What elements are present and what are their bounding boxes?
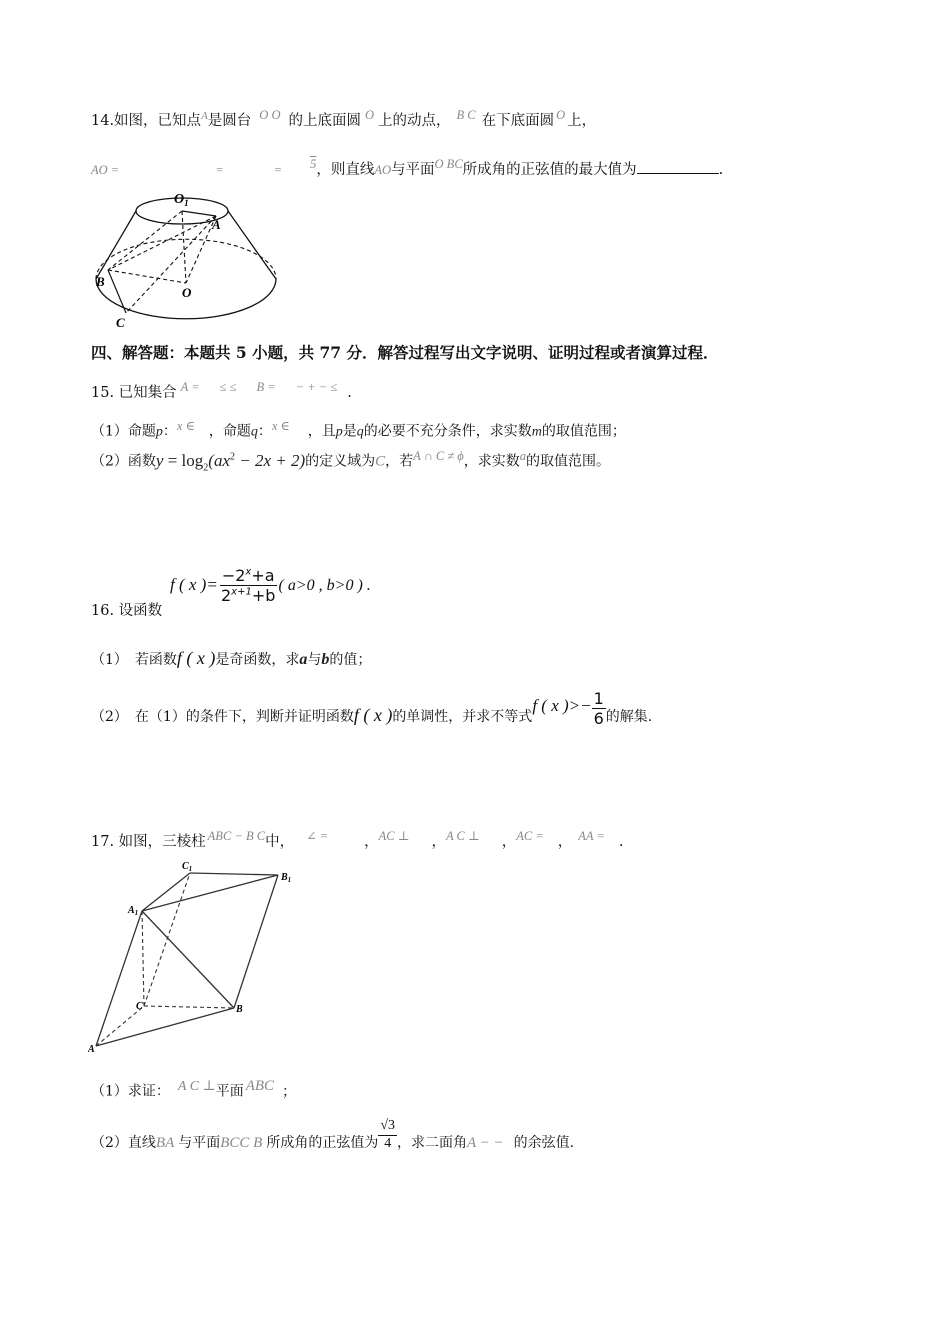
answer-blank[interactable] (637, 159, 719, 174)
label-O: O (182, 285, 192, 300)
segment-BC (108, 270, 126, 313)
edge-A1B (142, 911, 234, 1008)
edge-C1B1 (190, 873, 278, 875)
prism-figure (88, 858, 298, 1058)
segment-BO (108, 270, 186, 283)
frustum-right-edge (228, 211, 276, 279)
edge-CB (144, 1006, 234, 1008)
q15-part1: （1）命题p：$^{x \in}$ ，命题q：$^{x \in}$ ，且p是q的必要不充分条件，求实数m的取值范围； (91, 419, 626, 440)
q14-line1: 14.如图，已知点$^A$是圆台 $^{O O}$ 的上底面圆 $^O$ 上的动点， $^{B C}$ 在下底面圆 $^O$ 上， (91, 108, 597, 129)
label-C: C (136, 1001, 143, 1012)
label-C: C (116, 315, 125, 330)
edge-AB (96, 1008, 234, 1046)
edge-A1B1 (142, 875, 278, 911)
label-A: A (88, 1044, 95, 1055)
q16-part1: （1） 若函数f ( x )是奇函数，求a与b的值； (91, 648, 372, 668)
section-heading: 四、解答题：本题共 5 小题，共 77 分．解答过程写出文字说明、证明过程或者演算过程． (91, 343, 719, 362)
label-A: A (212, 217, 221, 232)
label-C1: $C_1$ (182, 861, 193, 873)
frustum-left-edge (96, 211, 136, 279)
label-B1: $B_1$ (281, 872, 292, 884)
label-B: B (96, 274, 105, 289)
edge-CC1 (144, 873, 190, 1006)
segment-AC (126, 216, 216, 313)
q16-part2: （2） 在（1）的条件下，判断并证明函数 f ( x ) 的单调性，并求不等式 f ( x )>− $\frac{1}{6}$ 的解集. (91, 689, 653, 729)
q17-sine-fraction: $\frac{√3}{4}$ (380, 1118, 396, 1151)
label-B: B (236, 1004, 243, 1015)
q16-fraction: $\frac{-2^x+a}{2^{x+1}+b}$ (220, 566, 276, 606)
q17-stem: 17. 如图，三棱柱 $^{ABC - B C}$中， ∠ = ，$^{AC \perp}$ ，$^{A C \perp}$ ，$^{AC =}$ ， $^{AA =}$ . (91, 829, 624, 850)
q14-line2: AO = = = $^5$，则直线AO与平面$^{O BC}$所成角的正弦值的最大值为 . (91, 157, 724, 178)
segment-O1A (182, 211, 216, 216)
edge-AA1 (96, 911, 142, 1046)
q16-function: f ( x )= $\frac{-2^x+a}{2^{x+1}+b}$ ( a>0 , b>0 ) . (170, 566, 371, 606)
q16-stem-label: 16. 设函数 (91, 603, 163, 619)
segment-O1O (182, 211, 186, 283)
q16-ineq-fraction: $\frac{1}{6}$ (593, 689, 604, 729)
q15-stem: 15. 已知集合 $^{A =}$ ≤ ≤ $^{B =}$ − + − ≤ . (91, 380, 352, 401)
segment-AB (108, 216, 216, 270)
q17-part1: （1）求证： $^{A C \perp}$平面 $^{ABC}$ ； (91, 1078, 297, 1100)
edge-BB1 (234, 875, 278, 1008)
label-A1: $A_1$ (128, 905, 139, 917)
frustum-figure (90, 186, 290, 332)
edge-A1C (142, 911, 144, 1006)
label-O1: $O_1$ (174, 192, 189, 208)
q15-part2: （2）函数$y = \log_2(ax^2 - 2x + 2)$的定义域为C，若$^{A \cap C \ne \phi}$，求实数$^a$的取值范围。 (91, 449, 611, 474)
q17-part2: （2）直线 BA 与平面 BCC B 所成角的正弦值为 $\frac{√3}{4}$ ，求二面角 A − − 的余弦值. (91, 1118, 575, 1152)
